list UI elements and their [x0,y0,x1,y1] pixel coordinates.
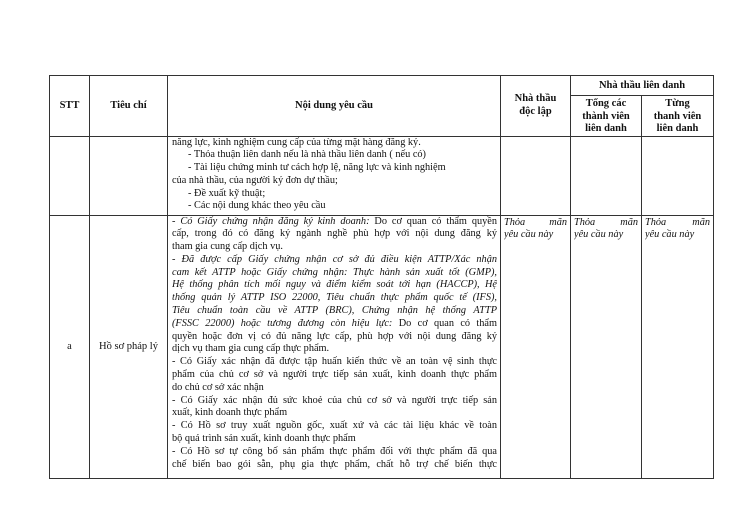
status-line: yêu cầu này [645,229,695,241]
requirement-text: thống quản lý ATTP ISO 22000, Tiêu chuẩn thực phẩm quốc tế (IFS), [172,292,497,304]
header-row-1 [50,76,714,96]
requirement-line [172,279,497,292]
text-line: - Thỏa thuận liên danh nếu là nhà thầu liên danh ( nếu có) [188,149,426,161]
requirement-text: Tiêu chuẩn toàn cầu về ATTP (BRC), Chứng nhận hệ thống ATTP [172,305,497,317]
requirements-table-page [49,75,713,475]
header-line: Từng [665,98,690,109]
requirement-text: - Có Hồ sơ tự công bố sản phẩm thực phẩm đối với thực phẩm đã qua [172,445,497,457]
status-line: Thỏa mãn [504,216,567,228]
jv-each-header [642,96,714,137]
continued-row [50,136,714,215]
requirement-text: - Đã được cấp Giấy chứng nhận cơ sở đủ điều kiện ATTP/Xác nhận [172,253,497,265]
requirement-text: (FSSC 22000) hoặc tương đương còn hiệu lực: [172,317,393,329]
status-line: Thỏa mãn [645,216,711,228]
requirement-line [172,241,497,254]
criteria-header: Tiêu chí [90,76,168,137]
requirement-line [172,433,497,446]
jv-total-header [571,96,642,137]
requirement-line [172,343,497,356]
row-a-jv-total [571,215,642,478]
requirement-text: - Có Giấy chứng nhận đăng ký kinh doanh: [172,215,370,227]
header-line: thanh viên [653,110,702,122]
status-line: yêu cầu này [504,229,554,241]
stt-header: STT [50,76,90,137]
header-line: liên danh [656,123,699,134]
row-a [50,215,714,478]
requirement-text: cấp, trong đó có đăng ký ngành nghề phù hợp với nội dung đăng ký [172,228,497,240]
requirement-text: Hệ thống phân tích mối nguy và điểm kiểm soát tới hạn (HACCP), Hệ [172,279,497,291]
requirements-header: Nội dung yêu cầu [168,76,501,137]
requirement-line [172,356,497,369]
requirement-line [172,216,497,229]
text-line: của nhà thầu, của người ký đơn dự thầu; [172,174,338,186]
requirement-line [172,318,497,331]
requirement-line [172,407,497,420]
requirement-line [172,305,497,318]
status-line: yêu cầu này [574,229,624,241]
requirement-text: - Có Hồ sơ truy xuất nguồn gốc, xuất xứ và các tài liệu khác về toàn [172,420,497,432]
continued-criteria-cell [90,136,168,215]
row-a-stt: a [50,215,90,478]
requirement-text: quyền hoặc đơn vị có đủ năng lực cấp, phù hợp với nội dung đăng ký [172,330,497,342]
requirement-line [172,331,497,344]
requirement-text: - Có Giấy xác nhận đã được tập huấn kiến thức về an toàn vệ sinh thực [172,356,497,368]
requirement-line [172,446,497,459]
requirement-line [172,459,497,472]
requirement-line [172,420,497,433]
joint-venture-header: Nhà thầu liên danh [571,76,714,96]
requirement-text: - Có Giấy xác nhận đủ sức khoẻ của chủ cơ sở và người trực tiếp sản [172,394,497,406]
requirement-text: xuất, kinh doanh thực phẩm [172,407,288,419]
requirement-text: cam kết ATTP hoặc Giấy chứng nhận: Thực hành sản xuất tốt (GMP), [172,266,497,278]
continued-jv-total-cell [571,136,642,215]
header-line: Tổng các [585,98,627,109]
row-a-criteria: Hồ sơ pháp lý [90,215,168,478]
requirement-line [172,382,497,395]
text-line: - Tài liệu chứng minh tư cách hợp lệ, năng lực và kinh nghiệm [188,162,446,174]
requirements-lines [172,216,497,472]
requirement-text: Do cơ quan có thẩm [392,317,497,329]
text-line: năng lực, kinh nghiệm cung cấp của từng mặt hàng đăng ký. [172,136,421,148]
independent-bidder-header [501,76,571,137]
header-line: Nhà thầu [514,93,557,105]
requirement-text: chế biến bao gói sẵn, phụ gia thực phẩm, chất hỗ trợ chế biến thực [172,458,497,470]
requirement-line [172,254,497,267]
requirements-table [49,75,714,479]
requirement-text: bộ quá trình sản xuất, kinh doanh thực phẩm [172,433,356,445]
status-line: Thỏa mãn [574,216,638,228]
header-line: độc lập [519,105,552,117]
continued-independent-cell [501,136,571,215]
text-line: - Các nội dung khác theo yêu cầu [188,200,326,212]
requirement-text: do chủ cơ sở xác nhận [172,381,264,393]
requirement-line [172,292,497,305]
continued-stt-cell [50,136,90,215]
requirement-line [172,369,497,382]
requirement-line [172,267,497,280]
header-line: liên danh [585,123,627,134]
header-line: thành viên [582,110,630,122]
requirement-line [172,228,497,241]
requirement-line [172,395,497,408]
requirement-text: Do cơ quan có thẩm quyền [369,215,497,227]
row-a-jv-each [642,215,714,478]
requirement-text: phẩm của chủ cơ sở và người trực tiếp sản xuất, kinh doanh thực phẩm [172,369,497,381]
row-a-independent [501,215,571,478]
row-a-requirements [168,215,501,478]
requirement-text: tham gia cung cấp dịch vụ. [172,241,283,253]
continued-requirements-cell [168,136,501,215]
text-line: - Đề xuất kỹ thuật; [188,187,266,199]
requirement-text: dịch vụ tham gia cung cấp thực phẩm. [172,343,330,355]
continued-jv-each-cell [642,136,714,215]
